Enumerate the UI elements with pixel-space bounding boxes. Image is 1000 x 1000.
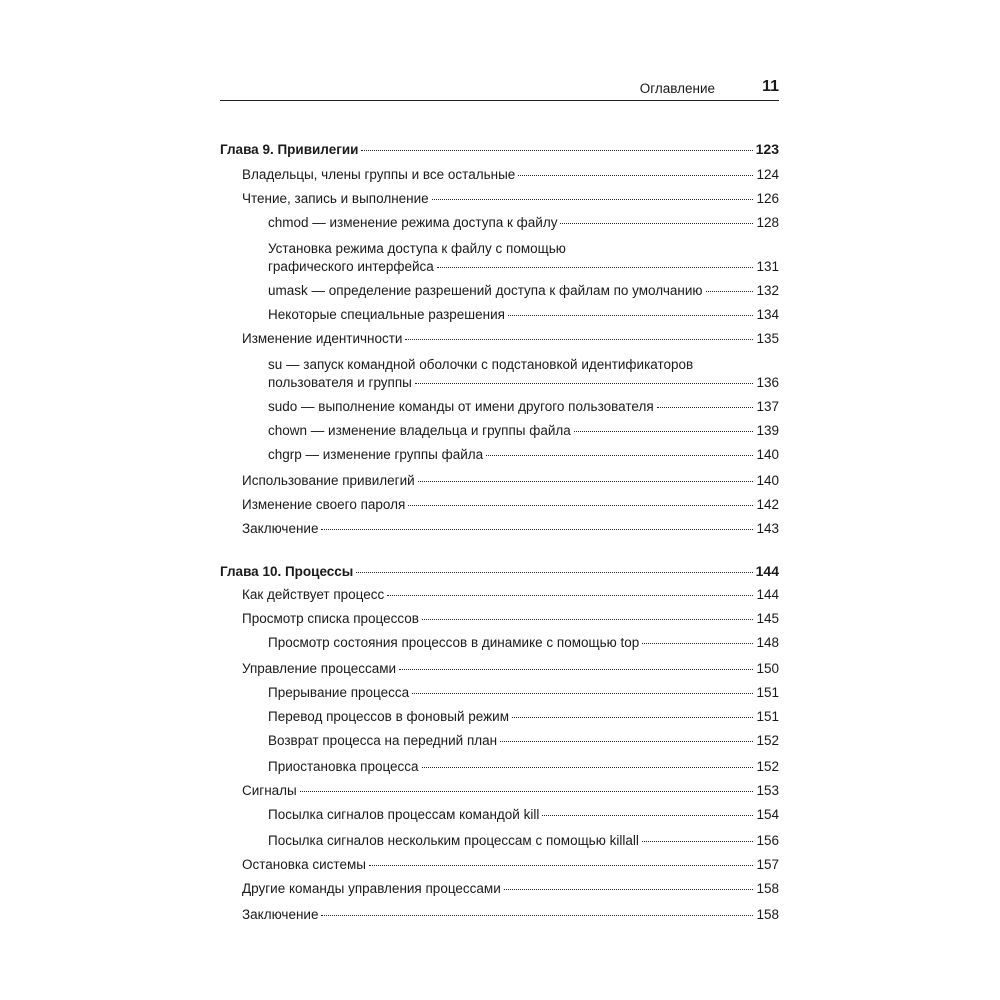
toc-entry-row — [242, 166, 779, 184]
dot-leader — [508, 315, 754, 316]
toc-entry-title-line1: su — запуск командной оболочки с подстановкой идентификаторов — [268, 357, 694, 372]
toc-entry-page: 144 — [756, 587, 779, 602]
toc-entry-title: Просмотр списка процессов — [242, 611, 419, 626]
toc-entry-row — [268, 732, 779, 750]
toc-entry — [268, 356, 779, 392]
toc-entry-row — [268, 422, 779, 440]
toc-entry-row — [268, 214, 779, 232]
toc-entry-row — [268, 634, 779, 652]
running-title: Оглавление — [639, 81, 715, 96]
toc-entry-row — [242, 880, 779, 898]
toc-entry-row — [268, 832, 779, 850]
toc-entry — [268, 758, 779, 776]
dot-leader — [412, 693, 753, 694]
toc-entry — [268, 684, 779, 702]
dot-leader — [518, 175, 753, 176]
toc-entry-page: 123 — [755, 141, 779, 157]
toc-entry-page: 148 — [756, 635, 779, 650]
toc-entry-row — [268, 806, 779, 824]
toc-entry-row — [220, 140, 779, 159]
toc-entry-title: Изменение своего пароля — [242, 497, 406, 512]
toc-entry-row — [242, 472, 779, 490]
dot-leader — [415, 383, 754, 384]
toc-entry-row — [268, 306, 779, 324]
toc-entry-page: 151 — [756, 685, 779, 700]
toc-entry-row — [242, 856, 779, 874]
toc-entry-title: Заключение — [242, 907, 319, 922]
toc-entry-title: Изменение идентичности — [242, 331, 403, 346]
dot-leader — [504, 889, 754, 890]
dot-leader — [422, 619, 754, 620]
toc-entry — [268, 806, 779, 824]
toc-entry — [268, 214, 779, 232]
toc-entry — [268, 306, 779, 324]
dot-leader — [512, 717, 753, 718]
toc-entry — [242, 906, 779, 924]
dot-leader — [432, 199, 754, 200]
toc-entry — [268, 282, 779, 300]
dot-leader — [542, 815, 753, 816]
toc-entry — [268, 708, 779, 726]
toc-entry-page: 137 — [756, 399, 779, 414]
toc-entry-page: 143 — [756, 521, 779, 536]
dot-leader — [387, 595, 753, 596]
toc-entry — [242, 520, 779, 538]
toc-entry-page: 132 — [756, 283, 779, 298]
dot-leader — [321, 529, 753, 530]
dot-leader — [356, 572, 752, 573]
toc-entry-title: Заключение — [242, 521, 319, 536]
toc-entry-page: 131 — [756, 259, 779, 274]
toc-entry — [268, 732, 779, 750]
toc-entry-page: 145 — [756, 611, 779, 626]
toc-entry — [242, 856, 779, 874]
toc-entry-page: 152 — [756, 759, 779, 774]
dot-leader — [300, 791, 754, 792]
dot-leader — [642, 841, 754, 842]
toc-entry — [242, 496, 779, 514]
toc-entry — [242, 660, 779, 678]
toc-entry-title: umask — определение разрешений доступа к файлам по умолчанию — [268, 283, 703, 298]
toc-entry — [242, 190, 779, 208]
toc-entry-row — [268, 684, 779, 702]
toc-entry-page: 158 — [756, 907, 779, 922]
toc-entry-title: chgrp — изменение группы файла — [268, 447, 484, 462]
toc-entry-row — [268, 282, 779, 300]
toc-entry-page: 157 — [756, 857, 779, 872]
toc-entry — [242, 610, 779, 628]
toc-entry-page: 140 — [756, 473, 779, 488]
toc-entry-page: 142 — [756, 497, 779, 512]
toc-entry-page: 150 — [756, 661, 779, 676]
toc-entry-title: Посылка сигналов нескольким процессам с помощью killall — [268, 833, 639, 848]
toc-entry-title: chown — изменение владельца и группы файла — [268, 423, 571, 438]
dot-leader — [399, 669, 753, 670]
toc-entry-title: Возврат процесса на передний план — [268, 733, 498, 748]
toc-entry-title: chmod — изменение режима доступа к файлу — [268, 215, 558, 230]
toc-entry — [268, 398, 779, 416]
toc-entry-title: Глава 10. Процессы — [220, 564, 354, 579]
toc-entry-title: Приостановка процесса — [268, 759, 419, 774]
toc-entry — [242, 166, 779, 184]
dot-leader — [706, 291, 754, 292]
toc-entry-row — [268, 758, 779, 776]
toc-entry-page: 154 — [756, 807, 779, 822]
dot-leader — [500, 741, 753, 742]
toc-entry-row — [242, 496, 779, 514]
toc-entry-title: Перевод процессов в фоновый режим — [268, 709, 509, 724]
toc-entry-page: 140 — [756, 447, 779, 462]
toc-entry-title: Управление процессами — [242, 661, 397, 676]
toc-entry-row — [242, 782, 779, 800]
toc-entry — [268, 634, 779, 652]
toc-entry — [268, 422, 779, 440]
toc-entry — [268, 240, 779, 276]
toc-entry — [242, 880, 779, 898]
toc-entry-row — [242, 190, 779, 208]
dot-leader — [486, 455, 753, 456]
toc-entry — [242, 472, 779, 490]
toc-entry-title: Как действует процесс — [242, 587, 385, 602]
toc-entry — [268, 446, 779, 464]
toc-entry-row — [268, 374, 779, 392]
toc-entry — [242, 782, 779, 800]
toc-chapter — [220, 140, 779, 159]
toc-entry-row — [242, 660, 779, 678]
dot-leader — [560, 223, 753, 224]
dot-leader — [405, 339, 753, 340]
toc-entry-title: Другие команды управления процессами — [242, 881, 501, 896]
toc-entry-row — [242, 520, 779, 538]
toc-entry-page: 128 — [756, 215, 779, 230]
toc-entry — [268, 832, 779, 850]
toc-entry-row — [268, 446, 779, 464]
dot-leader — [437, 267, 754, 268]
toc-entry-page: 126 — [756, 191, 779, 206]
toc-entry-page: 153 — [756, 783, 779, 798]
toc-entry-row — [242, 906, 779, 924]
toc-entry-title: Глава 9. Привилегии — [220, 142, 359, 157]
toc-entry-page: 134 — [756, 307, 779, 322]
dot-leader — [369, 865, 754, 866]
toc-entry-row — [242, 610, 779, 628]
toc-entry-page: 152 — [756, 733, 779, 748]
dot-leader — [408, 505, 753, 506]
toc-entry-page: 135 — [756, 331, 779, 346]
toc-entry-row — [268, 708, 779, 726]
toc-entry-row — [242, 586, 779, 604]
dot-leader — [418, 481, 754, 482]
dot-leader — [361, 150, 752, 151]
toc-entry-title-line1: Установка режима доступа к файлу с помощью — [268, 241, 566, 256]
toc-entry-title: Посылка сигналов процессам командой kill — [268, 807, 540, 822]
dot-leader — [574, 431, 754, 432]
toc-entry-page: 151 — [756, 709, 779, 724]
toc-entry-title: Сигналы — [242, 783, 297, 798]
toc-entry-title: Некоторые специальные разрешения — [268, 307, 505, 322]
toc-entry-title: Прерывание процесса — [268, 685, 410, 700]
toc-entry-title: sudo — выполнение команды от имени другого пользователя — [268, 399, 654, 414]
toc-chapter — [220, 562, 779, 581]
toc-entry-title: Просмотр состояния процессов в динамике с помощью top — [268, 635, 640, 650]
toc-entry-page: 144 — [755, 563, 779, 579]
running-head — [220, 78, 779, 101]
toc-entry-page: 124 — [756, 167, 779, 182]
page-number: 11 — [762, 78, 779, 95]
toc-entry — [242, 586, 779, 604]
toc-entry-title: графического интерфейса — [268, 259, 434, 274]
toc-entry-page: 158 — [756, 881, 779, 896]
dot-leader — [422, 767, 754, 768]
toc-entry-title: Чтение, запись и выполнение — [242, 191, 429, 206]
toc-entry — [242, 330, 779, 348]
dot-leader — [321, 915, 753, 916]
toc-entry-page: 139 — [756, 423, 779, 438]
toc-entry-title: Владельцы, члены группы и все остальные — [242, 167, 516, 182]
toc-entry-row — [242, 330, 779, 348]
toc-entry-page: 136 — [756, 375, 779, 390]
toc-entry-row — [220, 562, 779, 581]
toc-entry-title: пользователя и группы — [268, 375, 412, 390]
toc-entry-row — [268, 398, 779, 416]
toc-entry-title: Использование привилегий — [242, 473, 415, 488]
toc-entry-page: 156 — [756, 833, 779, 848]
dot-leader — [642, 643, 753, 644]
toc-entry-title: Остановка системы — [242, 857, 366, 872]
toc-entry-row — [268, 258, 779, 276]
dot-leader — [657, 407, 754, 408]
